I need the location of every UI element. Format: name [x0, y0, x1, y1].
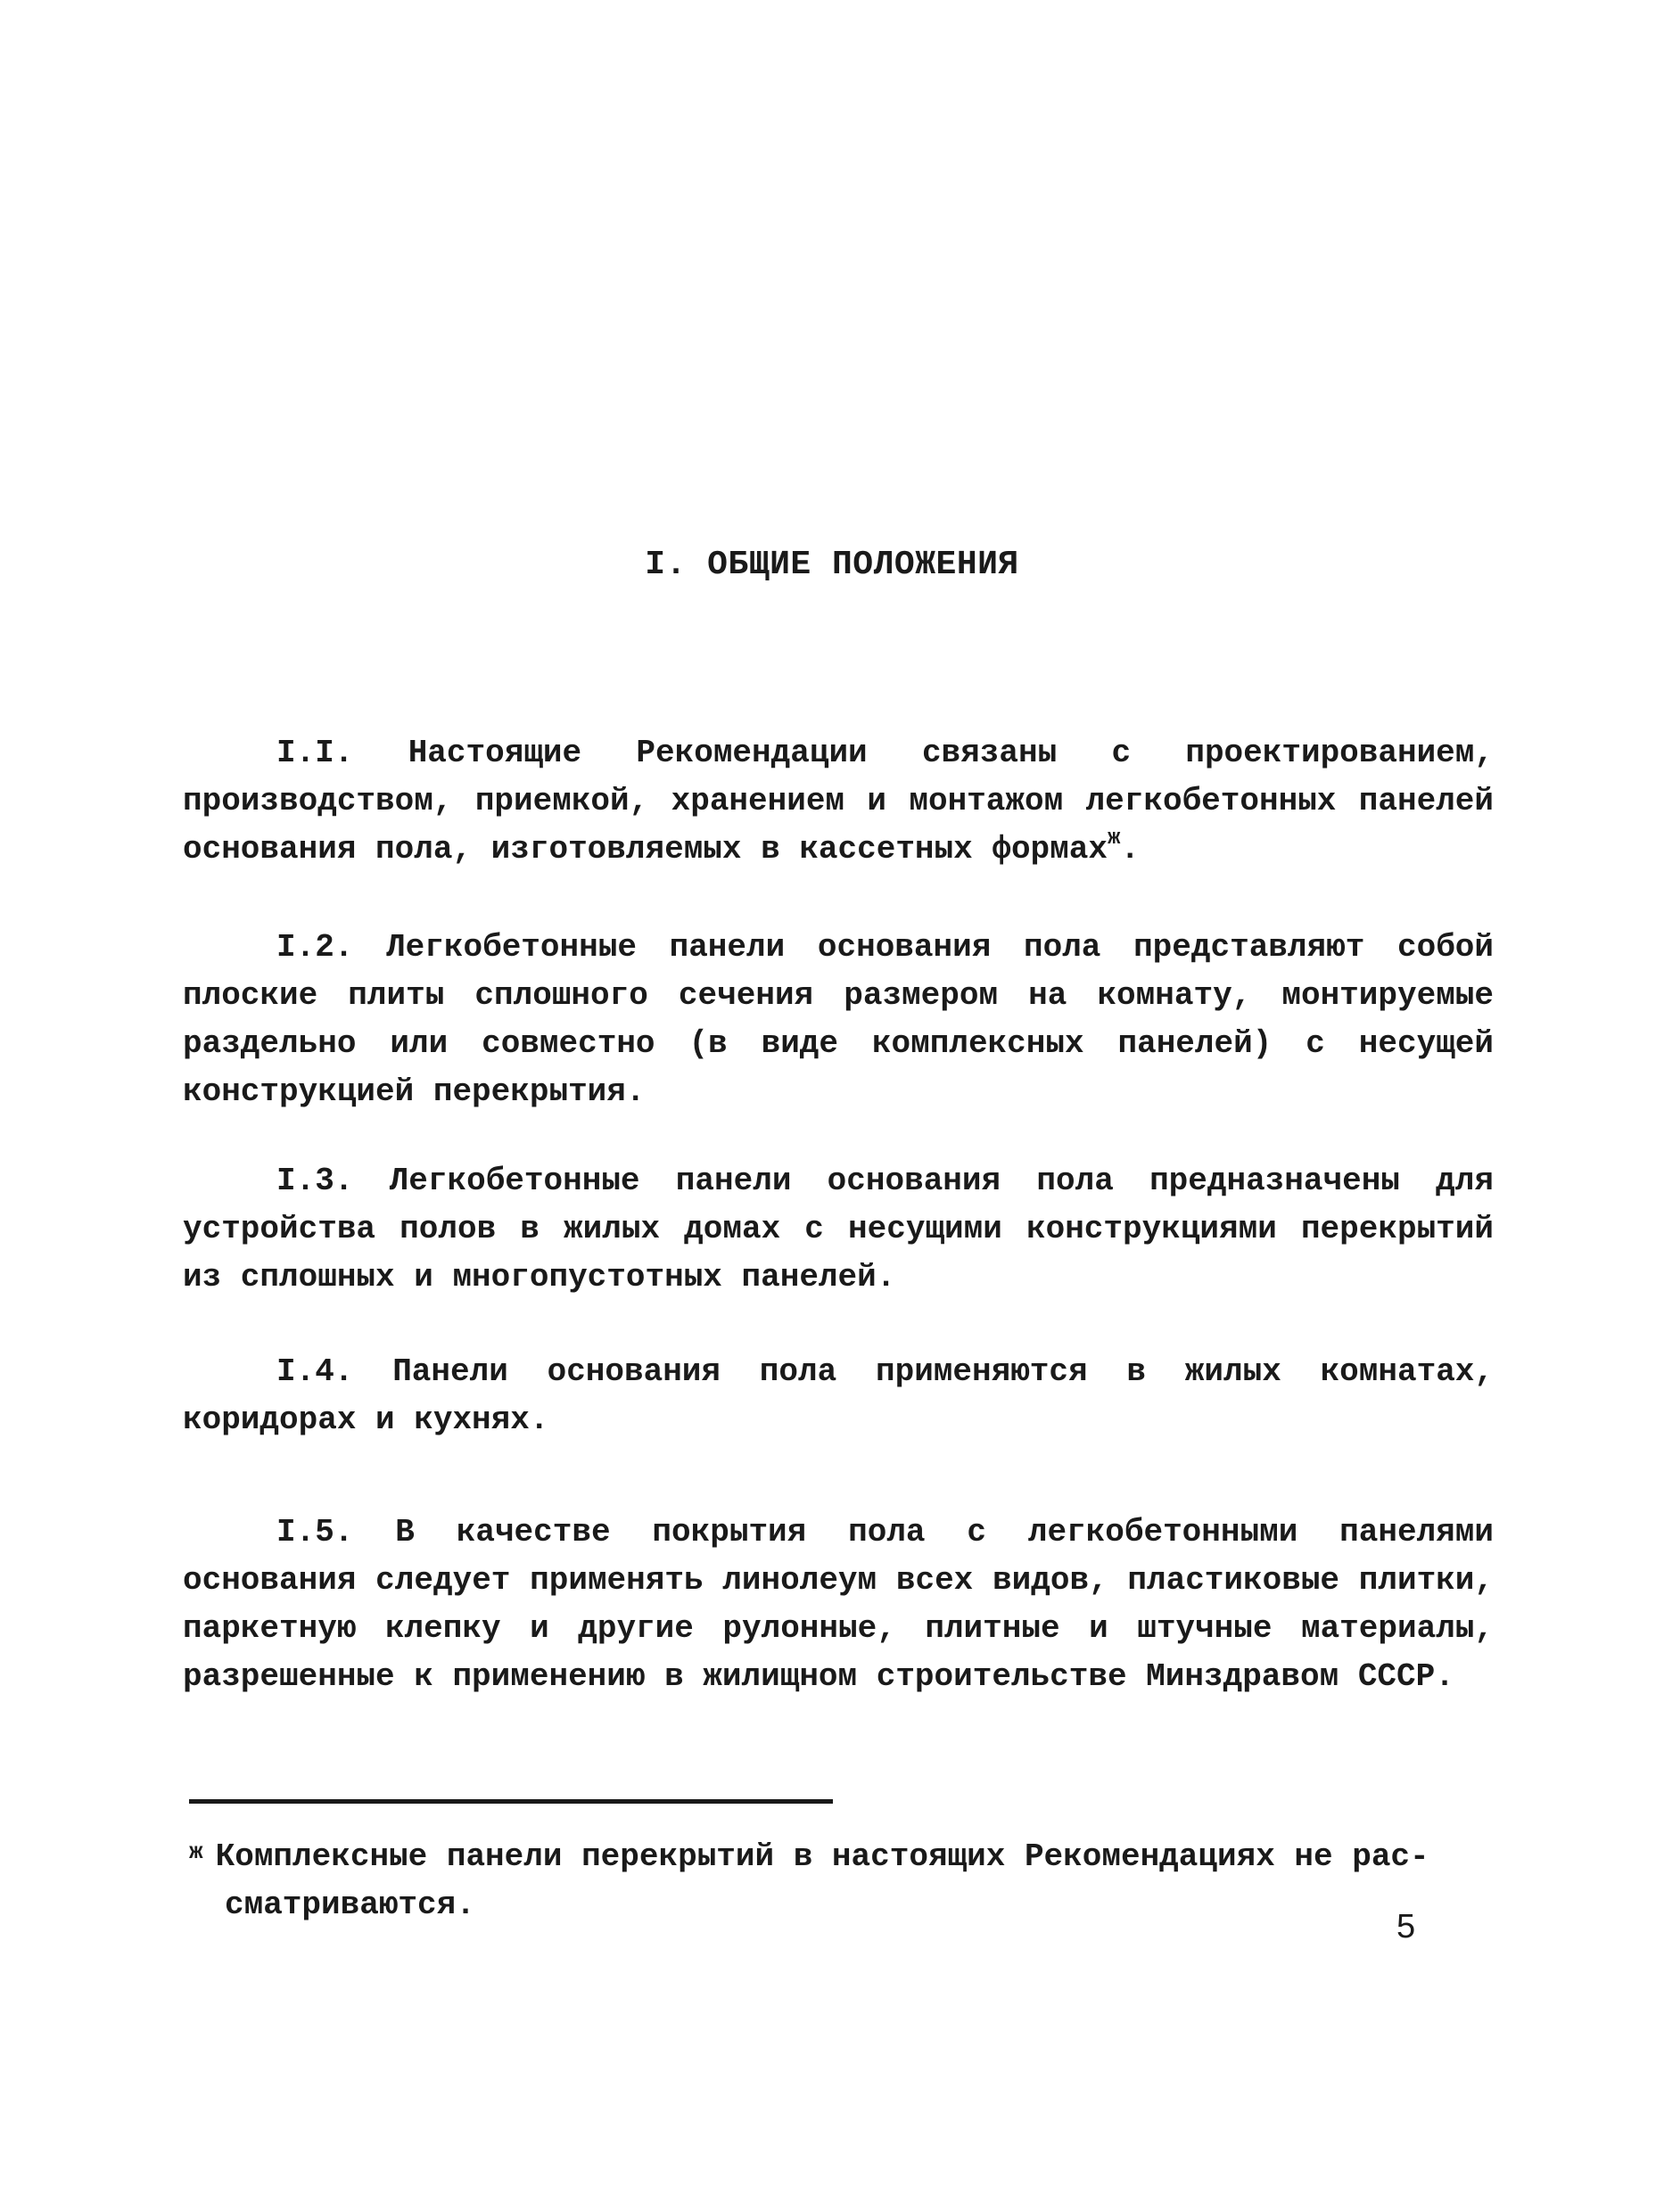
footnote-mark: ж: [189, 1838, 203, 1865]
footnote-reference: ж: [1107, 826, 1121, 851]
page-number: 5: [1396, 1908, 1416, 1945]
section-heading: I. ОБЩИЕ ПОЛОЖЕНИЯ: [645, 546, 1019, 584]
paragraph-1-5: I.5. В качестве покрытия пола с легкобетонными панелями основания следует применять линолеум всех видов, пластиковые плитки, паркетную клепку и другие рулонные, плитные и штучные материалы, разрешенные к применению в жилищном строительстве Минздравом СССР.: [183, 1514, 1494, 1695]
footnote-line-1: Комплексные панели перекрытий в настоящих Рекомендациях не рас-: [215, 1838, 1429, 1875]
paragraph-end: .: [1120, 831, 1140, 868]
footnote: [189, 1828, 1473, 1929]
paragraph-1-4: I.4. Панели основания пола применяются в жилых комнатах, коридорах и кухнях.: [183, 1353, 1494, 1438]
paragraph-1-2: I.2. Легкобетонные панели основания пола представляют собой плоские плиты сплошного сечения размером на комнату, монтируемые раздельно или совместно (в виде комплексных панелей) с несущей конструкцией перекрытия.: [183, 929, 1494, 1110]
footnote-separator: [189, 1799, 833, 1804]
paragraph-text: I.I. Настоящие Рекомендации связаны с проектированием, производством, приемкой, хранением и монтажом легкобетонных панелей основания пола, изготовляемых в кассетных формах: [183, 735, 1494, 868]
paragraph-1-1: [183, 729, 1494, 874]
footnote-line-2: сматриваются.: [225, 1887, 475, 1923]
paragraph-1-3: I.3. Легкобетонные панели основания пола предназначены для устройства полов в жилых домах с несущими конструкциями перекрытий из сплошных и многопустотных панелей.: [183, 1163, 1494, 1295]
